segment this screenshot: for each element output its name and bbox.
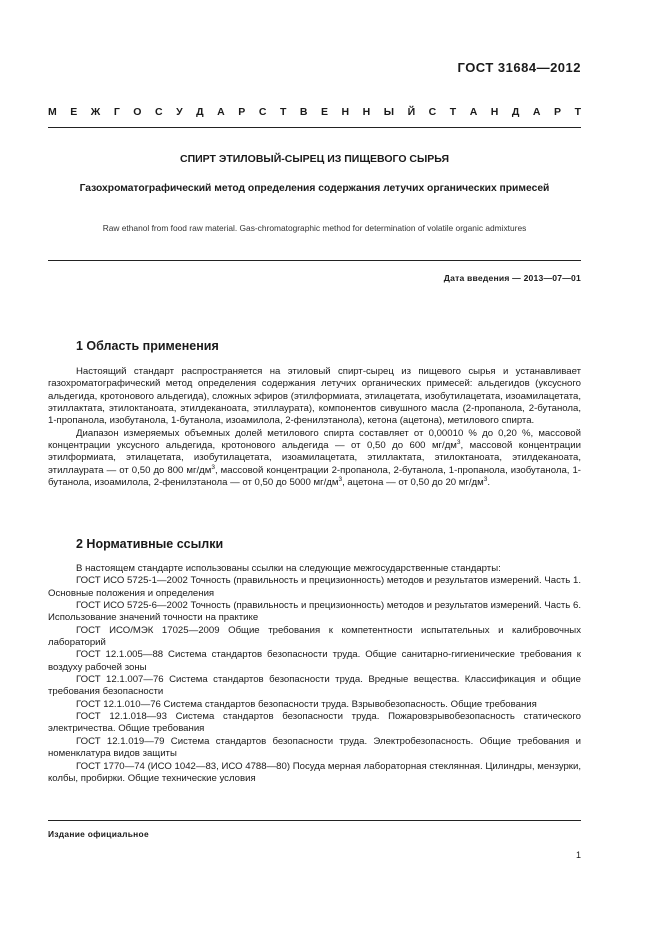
range-text-a: Диапазон измеряемых объемных долей метилового спирта составляет от 0,00010 % до 0,20 %, массовой концентрации уксусного альдегида, кротонового альдегида — от 0,50 до 600 мг/дм: [48, 427, 581, 452]
introduction-date: Дата введения — 2013—07—01: [443, 273, 581, 283]
document-title: СПИРТ ЭТИЛОВЫЙ-СЫРЕЦ ИЗ ПИЩЕВОГО СЫРЬЯ: [180, 153, 449, 165]
english-title: Raw ethanol from food raw material. Gas-chromatographic method for determination of volatile organic admixtures: [102, 223, 527, 233]
reference-paragraph: В настоящем стандарте использованы ссылки на следующие межгосударственные стандарты:: [76, 563, 501, 574]
range-paragraph: [48, 428, 581, 490]
document-subtitle: Газохроматографический метод определения содержания летучих органических примесей: [79, 183, 550, 194]
superscript: 3: [211, 463, 215, 471]
section-1-body: [48, 366, 581, 489]
superscript: 3: [483, 475, 488, 483]
range-text-d: , ацетона — от 0,50 до 20 мг/дм: [342, 477, 484, 489]
scope-paragraph: Настоящий стандарт распространяется на этиловый спирт-сырец из пищевого сырья и устанавливает газохроматографический метод определения содержания летучих органических примесей: альдегидов (уксусного альдегида, кротонового альдегида), сложных эфиров (этилформиата, этилацетата, изобутилацетата, изоамилацетата, этиллактата, этилоктаноата, этилдеканоата, этиллаурата), компонентов сивушного масла (2-пропанола, 2-бутанола, 1-пропанола, изобутанола, 1-бутанола, изоамилола, 2-фенилэтанола), кетона (ацетона), метилового спирта.: [48, 366, 581, 427]
section-2-body: [48, 563, 581, 785]
top-rule: [48, 127, 581, 128]
reference-item: ГОСТ ИСО/МЭК 17025—2009 Общие требования к компетентности испытательных и калибровочных лабораторий: [48, 624, 581, 649]
gost-number: ГОСТ 31684—2012: [457, 60, 581, 75]
reference-item: ГОСТ 1770—74 (ИСО 1042—83, ИСО 4788—80) Посуда мерная лабораторная стеклянная. Цилиндры, мензурки, колбы, пробирки. Общие технические условия: [48, 760, 581, 784]
title-rule: [48, 260, 581, 261]
reference-item: ГОСТ ИСО 5725-1—2002 Точность (правильность и прецизионность) методов и результатов измерений. Часть 1. Основные положения и определения: [48, 575, 581, 599]
page-number: 1: [575, 850, 581, 860]
reference-item: ГОСТ ИСО 5725-6—2002 Точность (правильность и прецизионность) методов и результатов измерений. Часть 6. Использование значений точности на практике: [48, 600, 581, 624]
official-edition-label: Издание официальное: [48, 829, 149, 839]
reference-item: ГОСТ 12.1.007—76 Система стандартов безопасности труда. Вредные вещества. Классификация и общие требования безопасности: [48, 674, 581, 698]
section-1-heading: 1 Область применения: [76, 339, 219, 353]
section-2-heading: 2 Нормативные ссылки: [76, 537, 224, 551]
reference-item: ГОСТ 12.1.010—76 Система стандартов безопасности труда. Взрывобезопасность. Общие требования: [76, 698, 537, 710]
standard-type-banner: М Е Ж Г О С У Д А Р С Т В Е Н Н Ы Й С Т А Н Д А Р Т: [48, 106, 581, 118]
reference-item: ГОСТ 12.1.019—79 Система стандартов безопасности труда. Электробезопасность. Общие требования и номенклатура видов защиты: [48, 735, 581, 760]
range-text-b: , массовой концентрации этилформиата, этилацетата, изобутилацетата, изоамилацетата, этиллактата, этилоктаноата, этилдеканоата, этиллаурата — от 0,50 до 800 мг/дм: [48, 440, 581, 476]
range-text-c: , массовой концентрации 2-пропанола, 2-бутанола, 1-пропанола, изобутанола, 1-бутанола, изоамилола, 2-фенилэтанола — от 0,50 до 5000 мг/дм: [48, 464, 581, 489]
superscript: 3: [338, 475, 343, 483]
reference-item: ГОСТ 12.1.005—88 Система стандартов безопасности труда. Общие санитарно-гигиенические требования к воздуху рабочей зоны: [48, 649, 581, 673]
range-text-e: .: [487, 477, 491, 489]
footer-rule: [48, 820, 581, 821]
superscript: 3: [456, 438, 461, 446]
reference-item: ГОСТ 12.1.018—93 Система стандартов безопасности труда. Пожаровзрывобезопасность статического электричества. Общие требования: [48, 711, 581, 735]
